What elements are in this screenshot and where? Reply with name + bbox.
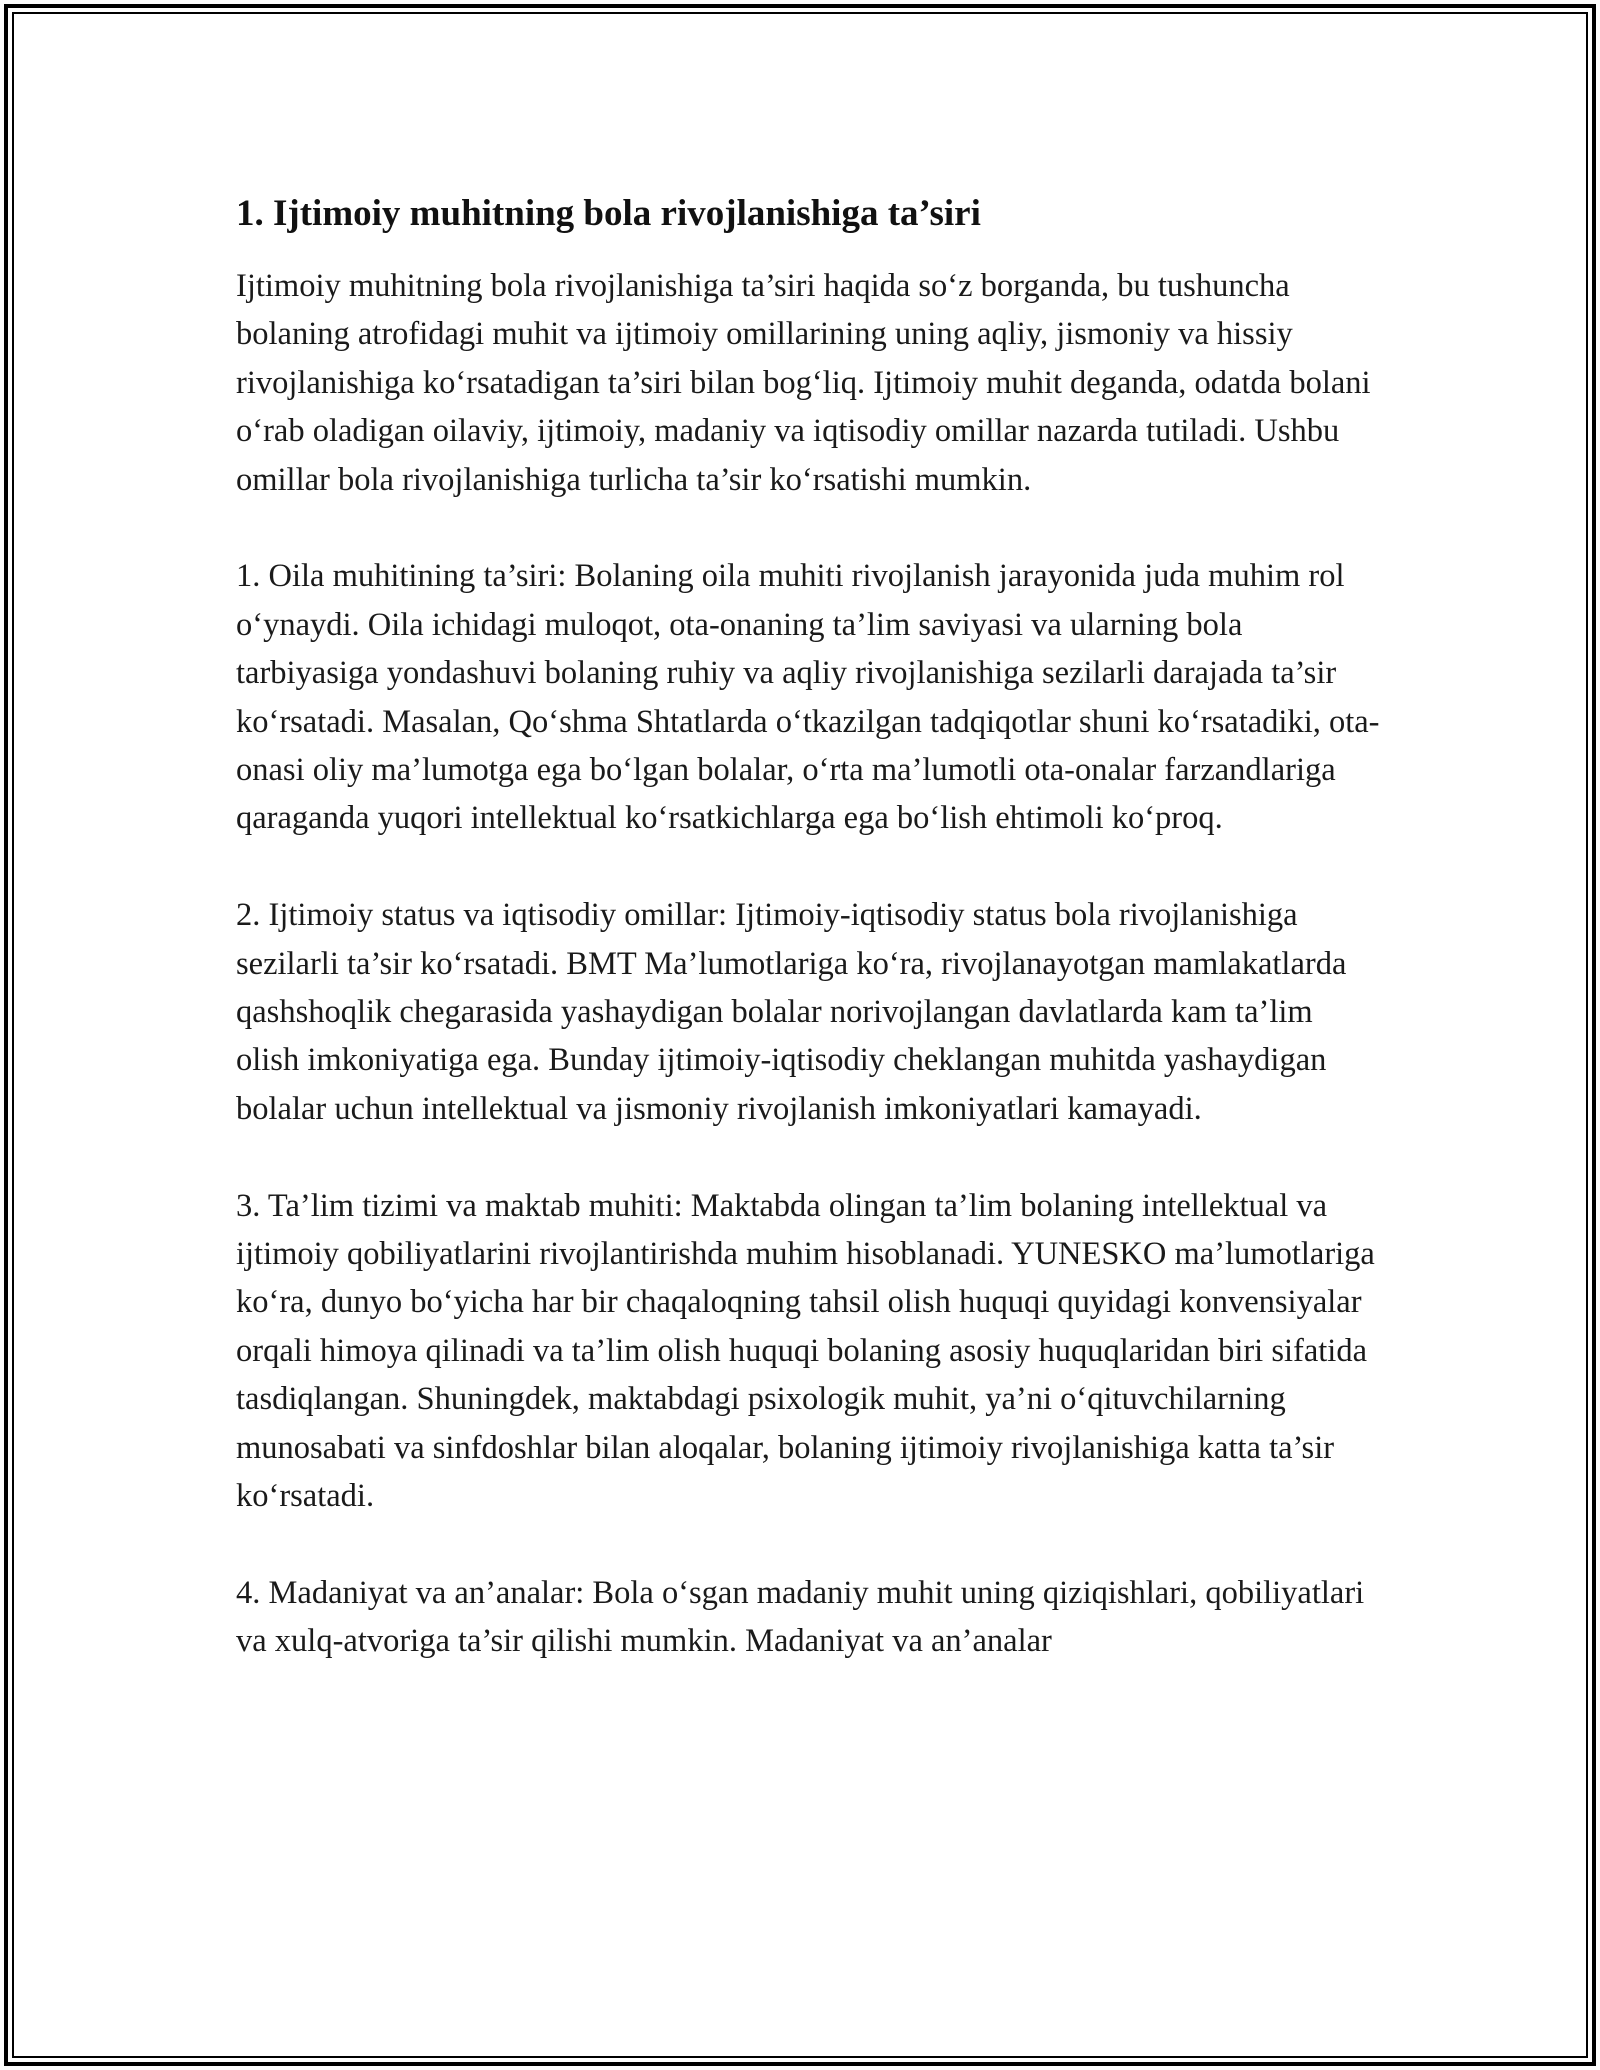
paragraph-culture-traditions: 4. Madaniyat va an’analar: Bola o‘sgan madaniy muhit uning qiziqishlari, qobiliyatlari va xulq-atvoriga ta’sir qilishi mumkin. Madaniyat va an’analar <box>236 1574 1365 1660</box>
section-heading: 1. Ijtimoiy muhitning bola rivojlanishiga ta’siri <box>236 193 981 234</box>
paragraph-social-status: 2. Ijtimoiy status va iqtisodiy omillar: Ijtimoiy-iqtisodiy status bola rivojlanishiga sezilarli ta’sir ko‘rsatadi. BMT Ma’lumotlariga ko‘ra, rivojlanayotgan mamlakatlarda qashshoqlik chegarasida yashaydigan bolalar norivojlangan davlatlarda kam ta’lim olish imkoniyatiga ega. Bunday ijtimoiy-iqtisodiy cheklangan muhitda yashaydigan bolalar uchun intellektual va jismoniy rivojlanish imkoniyatlari kamayadi. <box>236 897 1347 1127</box>
intro-paragraph: Ijtimoiy muhitning bola rivojlanishiga ta’siri haqida so‘z borganda, bu tushuncha bolaning atrofidagi muhit va ijtimoiy omillarining uning aqliy, jismoniy va hissiy rivojlanishiga ko‘rsatadigan ta’siri bilan bog‘liq. Ijtimoiy muhit deganda, odatda bolani o‘rab oladigan oilaviy, ijtimoiy, madaniy va iqtisodiy omillar nazarda tutiladi. Ushbu omillar bola rivojlanishiga turlicha ta’sir ko‘rsatishi mumkin. <box>236 268 1371 498</box>
paragraph-gap <box>236 843 1381 891</box>
paragraph-family-environment: 1. Oila muhitining ta’siri: Bolaning oila muhiti rivojlanish jarayonida juda muhim rol o‘ynaydi. Oila ichidagi muloqot, ota-onaning ta’lim saviyasi va ularning bola tarbiyasiga yondashuvi bolaning ruhiy va aqliy rivojlanishiga sezilarli darajada ta’sir ko‘rsatadi. Masalan, Qo‘shma Shtatlarda o‘tkazilgan tadqiqotlar shuni ko‘rsatadiki, ota-onasi oliy ma’lumotga ega bo‘lgan bolalar, o‘rta ma’lumotli ota-onalar farzandlariga qaraganda yuqori intellektual ko‘rsatkichlarga ega bo‘lish ehtimoli ko‘proq. <box>236 558 1380 837</box>
paragraph-gap <box>236 1521 1381 1569</box>
paragraph-education-system: 3. Ta’lim tizimi va maktab muhiti: Maktabda olingan ta’lim bolaning intellektual va ijtimoiy qobiliyatlarini rivojlantirishda muhim hisoblanadi. YUNESKO ma’lumotlariga ko‘ra, dunyo bo‘yicha har bir chaqaloqning tahsil olish huquqi quyidagi konvensiyalar orqali himoya qilinadi va ta’lim olish huquqi bolaning asosiy huquqlaridan biri sifatida tasdiqlangan. Shuningdek, maktabdagi psixologik muhit, ya’ni o‘qituvchilarning munosabati va sinfdoshlar bilan aloqalar, bolaning ijtimoiy rivojlanishiga katta ta’sir ko‘rsatadi. <box>236 1187 1375 1515</box>
document-body <box>236 188 1381 1666</box>
paragraph-gap <box>236 1133 1381 1181</box>
paragraph-gap <box>236 504 1381 552</box>
